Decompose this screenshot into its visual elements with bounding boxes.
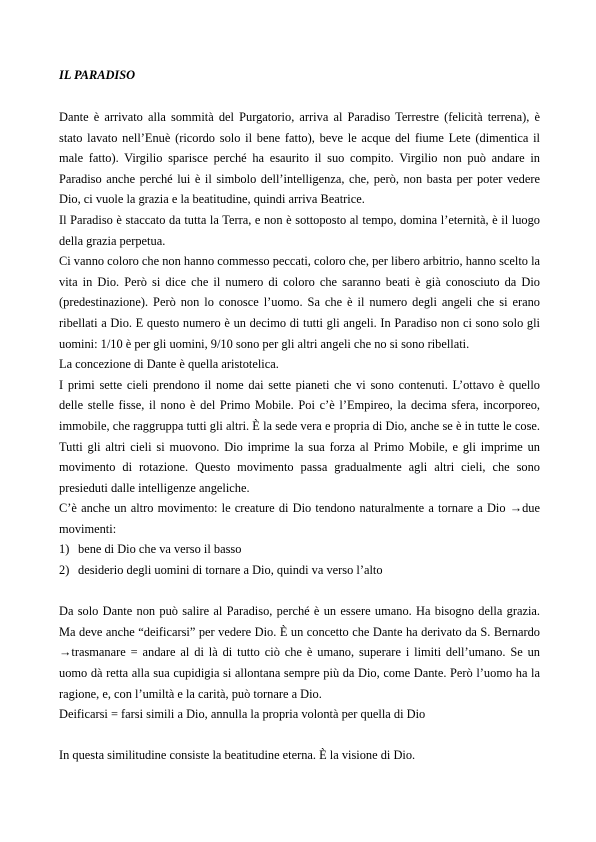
- document-title: IL PARADISO: [59, 68, 136, 82]
- list-item-text: bene di Dio che va verso il basso: [78, 542, 242, 557]
- list-item-text: desiderio degli uomini di tornare a Dio, quindi va verso l’alto: [78, 563, 383, 578]
- paragraph-definizione: Deificarsi = farsi simili a Dio, annulla la propria volontà per quella di Dio: [59, 707, 426, 722]
- paragraph-deificarsi: Da solo Dante non può salire al Paradiso, perché è un essere umano. Ha bisogno della grazia. Ma deve anche “deificarsi” per vedere Dio. È un concetto che Dante ha derivato da S. Bernardo →trasmanare = andare al di là di tutto ciò che è umano, superare i limiti dell’umano. Se un uomo dà retta alla sua cupidigia si allontana sempre più da Dio, come Dante. Però l’uomo ha la ragione, e, con l’umiltà e la carità, può tornare a Dio.: [59, 604, 540, 701]
- paragraph-paradiso-staccato: Il Paradiso è staccato da tutta la Terra, e non è sottoposto al tempo, domina l’eternità, è il luogo della grazia perpetua.: [59, 212, 540, 248]
- list-item: [59, 560, 540, 581]
- paragraph-cieli: I primi sette cieli prendono il nome dai sette pianeti che vi sono contenuti. L’ottavo è quello delle stelle fisse, il nono è del Primo Mobile. Poi c’è l’Empireo, la decima sfera, incorporeo, immobile, che raggruppa tutti gli altri. È la sede vera e propria di Dio, anche se è in tutte le cose. Tutti gli altri cieli si muovono. Dio imprime la sua forza al Primo Mobile, e gli imprime un movimento di rotazione. Questo movimento passa gradualmente agli altri cieli, che sono presieduti dalle intelligenze angeliche.: [59, 377, 540, 495]
- list-item-number: 2): [59, 563, 70, 578]
- paragraph-beati: Ci vanno coloro che non hanno commesso peccati, coloro che, per libero arbitrio, hanno scelto la vita in Dio. Però si dice che il numero di coloro che saranno beati è già conosciuto da Dio (predestinazione). Però non lo conosce l’uomo. Sa che è il numero degli angeli che si erano ribellati a Dio. E questo numero è un decimo di tutti gli angeli. In Paradiso non ci sono solo gli uomini: 1/10 è per gli uomini, 9/10 sono per gli altri angeli che no si sono ribellati.: [59, 254, 541, 351]
- blank-line: [59, 581, 540, 602]
- document-body: [59, 107, 540, 766]
- movements-list: [59, 539, 540, 580]
- blank-line: [59, 725, 540, 746]
- paragraph-purgatorio: Dante è arrivato alla sommità del Purgatorio, arriva al Paradiso Terrestre (felicità terrena), è stato lavato nell’Enuè (ricordo solo il bene fatto), beve le acque del fiume Lete (dimentica il male fatto). Virgilio sparisce perché ha esaurito il suo compito. Virgilio non può andare in Paradiso anche perché lui è il simbolo dell’intelligenza, che, però, non basta per poter vedere Dio, ci vuole la grazia e la beatitudine, quindi arriva Beatrice.: [59, 110, 540, 207]
- paragraph-concezione: La concezione di Dante è quella aristotelica.: [59, 357, 279, 372]
- paragraph-conclusione: In questa similitudine consiste la beatitudine eterna. È la visione di Dio.: [59, 748, 416, 763]
- paragraph-movimento: C’è anche un altro movimento: le creature di Dio tendono naturalmente a tornare a Dio →due movimenti:: [59, 501, 540, 536]
- list-item: [59, 539, 540, 560]
- list-item-number: 1): [59, 542, 70, 557]
